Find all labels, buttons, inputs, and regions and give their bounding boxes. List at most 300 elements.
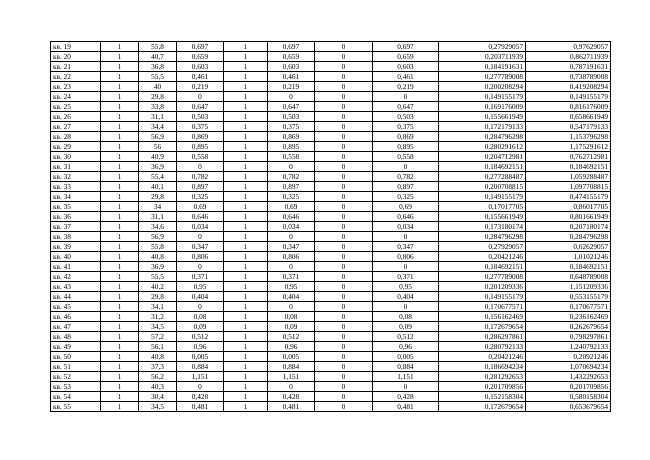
area-cell: 36,9 xyxy=(139,262,177,272)
value-cell: 0,08 xyxy=(268,312,315,322)
factor-cell: 1 xyxy=(224,172,268,182)
zero-cell: 0 xyxy=(315,142,373,152)
table-row xyxy=(51,342,611,352)
value-cell: 0,69 xyxy=(268,202,315,212)
area-cell: 40 xyxy=(139,82,177,92)
value-cell: 0 xyxy=(268,262,315,272)
total-cell: 0,648789008 xyxy=(526,272,611,282)
value-cell: 0,659 xyxy=(268,52,315,62)
table-row xyxy=(51,382,611,392)
apartment-cell: кв. 41 xyxy=(51,262,101,272)
area-cell: 34,5 xyxy=(139,322,177,332)
value-cell: 0,897 xyxy=(268,182,315,192)
apartment-cell: кв. 30 xyxy=(51,152,101,162)
count-cell: 1 xyxy=(101,52,139,62)
value-cell: 0 xyxy=(373,92,439,102)
zero-cell: 0 xyxy=(315,42,373,52)
total-cell: 0,207180174 xyxy=(526,222,611,232)
factor-cell: 1 xyxy=(224,102,268,112)
zero-cell: 0 xyxy=(315,262,373,272)
factor-cell: 1 xyxy=(224,62,268,72)
value-cell: 0 xyxy=(268,232,315,242)
table-row xyxy=(51,162,611,172)
count-cell: 1 xyxy=(101,372,139,382)
zero-cell: 0 xyxy=(315,62,373,72)
table-row xyxy=(51,82,611,92)
zero-cell: 0 xyxy=(315,402,373,412)
total-cell: 0,801661949 xyxy=(526,212,611,222)
zero-cell: 0 xyxy=(315,102,373,112)
apartment-cell: кв. 42 xyxy=(51,272,101,282)
factor-cell: 1 xyxy=(224,382,268,392)
value-cell: 0,347 xyxy=(177,242,224,252)
table-row xyxy=(51,282,611,292)
total-cell: 0,149155179 xyxy=(526,92,611,102)
zero-cell: 0 xyxy=(315,272,373,282)
zero-cell: 0 xyxy=(315,72,373,82)
value-cell: 1,151 xyxy=(373,372,439,382)
share-cell: 0,149155179 xyxy=(439,92,526,102)
zero-cell: 0 xyxy=(315,202,373,212)
value-cell: 0,603 xyxy=(268,62,315,72)
apartment-cell: кв. 25 xyxy=(51,102,101,112)
share-cell: 0,201709856 xyxy=(439,382,526,392)
zero-cell: 0 xyxy=(315,362,373,372)
value-cell: 0,659 xyxy=(373,52,439,62)
factor-cell: 1 xyxy=(224,252,268,262)
share-cell: 0,204712981 xyxy=(439,152,526,162)
table-row xyxy=(51,112,611,122)
data-table xyxy=(50,41,611,412)
value-cell: 0,558 xyxy=(268,152,315,162)
value-cell: 0,895 xyxy=(373,142,439,152)
apartment-cell: кв. 23 xyxy=(51,82,101,92)
value-cell: 0,404 xyxy=(268,292,315,302)
count-cell: 1 xyxy=(101,142,139,152)
value-cell: 0,325 xyxy=(268,192,315,202)
value-cell: 0,884 xyxy=(268,362,315,372)
zero-cell: 0 xyxy=(315,342,373,352)
count-cell: 1 xyxy=(101,262,139,272)
apartment-cell: кв. 51 xyxy=(51,362,101,372)
table-row xyxy=(51,202,611,212)
count-cell: 1 xyxy=(101,292,139,302)
value-cell: 0 xyxy=(373,382,439,392)
count-cell: 1 xyxy=(101,202,139,212)
factor-cell: 1 xyxy=(224,162,268,172)
area-cell: 40,2 xyxy=(139,282,177,292)
table-row xyxy=(51,312,611,322)
apartment-cell: кв. 47 xyxy=(51,322,101,332)
share-cell: 0,149155179 xyxy=(439,292,526,302)
table-row xyxy=(51,72,611,82)
zero-cell: 0 xyxy=(315,122,373,132)
value-cell: 0,481 xyxy=(268,402,315,412)
value-cell: 0,481 xyxy=(177,402,224,412)
count-cell: 1 xyxy=(101,392,139,402)
zero-cell: 0 xyxy=(315,182,373,192)
value-cell: 0,325 xyxy=(373,192,439,202)
total-cell: 0,86017705 xyxy=(526,202,611,212)
zero-cell: 0 xyxy=(315,112,373,122)
table-row xyxy=(51,102,611,112)
table-row xyxy=(51,152,611,162)
apartment-cell: кв. 44 xyxy=(51,292,101,302)
share-cell: 0,17017705 xyxy=(439,202,526,212)
share-cell: 0,155661949 xyxy=(439,112,526,122)
share-cell: 0,170677571 xyxy=(439,302,526,312)
value-cell: 0 xyxy=(177,262,224,272)
apartment-cell: кв. 45 xyxy=(51,302,101,312)
area-cell: 34,5 xyxy=(139,402,177,412)
value-cell: 0,461 xyxy=(373,72,439,82)
value-cell: 0 xyxy=(177,302,224,312)
value-cell: 0 xyxy=(177,162,224,172)
apartment-cell: кв. 49 xyxy=(51,342,101,352)
zero-cell: 0 xyxy=(315,292,373,302)
share-cell: 0,280792133 xyxy=(439,342,526,352)
value-cell: 0,371 xyxy=(373,272,439,282)
area-cell: 34 xyxy=(139,202,177,212)
factor-cell: 1 xyxy=(224,272,268,282)
value-cell: 0,897 xyxy=(373,182,439,192)
area-cell: 55,5 xyxy=(139,72,177,82)
factor-cell: 1 xyxy=(224,152,268,162)
area-cell: 30,4 xyxy=(139,392,177,402)
share-cell: 0,184191631 xyxy=(439,62,526,72)
count-cell: 1 xyxy=(101,242,139,252)
value-cell: 0,08 xyxy=(177,312,224,322)
apartment-cell: кв. 28 xyxy=(51,132,101,142)
value-cell: 0,782 xyxy=(268,172,315,182)
value-cell: 0,005 xyxy=(268,352,315,362)
value-cell: 0,09 xyxy=(268,322,315,332)
count-cell: 1 xyxy=(101,402,139,412)
factor-cell: 1 xyxy=(224,362,268,372)
zero-cell: 0 xyxy=(315,392,373,402)
zero-cell: 0 xyxy=(315,222,373,232)
value-cell: 0,69 xyxy=(373,202,439,212)
apartment-cell: кв. 43 xyxy=(51,282,101,292)
area-cell: 37,3 xyxy=(139,362,177,372)
zero-cell: 0 xyxy=(315,92,373,102)
table-row xyxy=(51,362,611,372)
area-cell: 29,8 xyxy=(139,92,177,102)
value-cell: 0 xyxy=(177,382,224,392)
value-cell: 0,375 xyxy=(177,122,224,132)
area-cell: 34,6 xyxy=(139,222,177,232)
area-cell: 36,8 xyxy=(139,62,177,72)
value-cell: 0,697 xyxy=(373,42,439,52)
apartment-cell: кв. 35 xyxy=(51,202,101,212)
apartment-cell: кв. 20 xyxy=(51,52,101,62)
share-cell: 0,277789008 xyxy=(439,272,526,282)
count-cell: 1 xyxy=(101,152,139,162)
value-cell: 0,219 xyxy=(177,82,224,92)
count-cell: 1 xyxy=(101,132,139,142)
value-cell: 0,09 xyxy=(177,322,224,332)
count-cell: 1 xyxy=(101,232,139,242)
zero-cell: 0 xyxy=(315,192,373,202)
share-cell: 0,27929057 xyxy=(439,42,526,52)
value-cell: 0,512 xyxy=(177,332,224,342)
table-row xyxy=(51,92,611,102)
total-cell: 0,236162469 xyxy=(526,312,611,322)
factor-cell: 1 xyxy=(224,342,268,352)
share-cell: 0,172179133 xyxy=(439,122,526,132)
table-row xyxy=(51,252,611,262)
value-cell: 0,428 xyxy=(268,392,315,402)
value-cell: 0,897 xyxy=(177,182,224,192)
table-row xyxy=(51,352,611,362)
count-cell: 1 xyxy=(101,72,139,82)
count-cell: 1 xyxy=(101,222,139,232)
table-row xyxy=(51,242,611,252)
factor-cell: 1 xyxy=(224,302,268,312)
value-cell: 0,869 xyxy=(373,132,439,142)
total-cell: 0,97629057 xyxy=(526,42,611,52)
table-row xyxy=(51,222,611,232)
total-cell: 0,862711939 xyxy=(526,52,611,62)
count-cell: 1 xyxy=(101,182,139,192)
factor-cell: 1 xyxy=(224,192,268,202)
value-cell: 0,96 xyxy=(177,342,224,352)
share-cell: 0,184692151 xyxy=(439,262,526,272)
area-cell: 55,5 xyxy=(139,272,177,282)
value-cell: 0,96 xyxy=(373,342,439,352)
value-cell: 0,646 xyxy=(373,212,439,222)
apartment-cell: кв. 50 xyxy=(51,352,101,362)
zero-cell: 0 xyxy=(315,322,373,332)
total-cell: 1,059288487 xyxy=(526,172,611,182)
factor-cell: 1 xyxy=(224,222,268,232)
value-cell: 0 xyxy=(373,232,439,242)
table-row xyxy=(51,372,611,382)
share-cell: 0,149155179 xyxy=(439,192,526,202)
table-row xyxy=(51,132,611,142)
value-cell: 0 xyxy=(373,302,439,312)
value-cell: 0,512 xyxy=(268,332,315,342)
zero-cell: 0 xyxy=(315,162,373,172)
area-cell: 31,2 xyxy=(139,312,177,322)
share-cell: 0,277288487 xyxy=(439,172,526,182)
zero-cell: 0 xyxy=(315,232,373,242)
table-row xyxy=(51,332,611,342)
value-cell: 0,603 xyxy=(373,62,439,72)
factor-cell: 1 xyxy=(224,42,268,52)
value-cell: 0,806 xyxy=(268,252,315,262)
zero-cell: 0 xyxy=(315,252,373,262)
value-cell: 0,09 xyxy=(373,322,439,332)
total-cell: 0,170677571 xyxy=(526,302,611,312)
share-cell: 0,280291612 xyxy=(439,142,526,152)
table-row xyxy=(51,232,611,242)
value-cell: 0 xyxy=(268,302,315,312)
share-cell: 0,172679654 xyxy=(439,322,526,332)
apartment-cell: кв. 55 xyxy=(51,402,101,412)
share-cell: 0,169176009 xyxy=(439,102,526,112)
total-cell: 0,653679654 xyxy=(526,402,611,412)
table-row xyxy=(51,302,611,312)
table-row xyxy=(51,322,611,332)
apartment-cell: кв. 38 xyxy=(51,232,101,242)
area-cell: 29,8 xyxy=(139,292,177,302)
area-cell: 57,2 xyxy=(139,332,177,342)
factor-cell: 1 xyxy=(224,392,268,402)
total-cell: 1,153796298 xyxy=(526,132,611,142)
value-cell: 0,647 xyxy=(268,102,315,112)
value-cell: 0,371 xyxy=(177,272,224,282)
apartment-cell: кв. 48 xyxy=(51,332,101,342)
area-cell: 31,1 xyxy=(139,212,177,222)
factor-cell: 1 xyxy=(224,282,268,292)
value-cell: 0,697 xyxy=(177,42,224,52)
count-cell: 1 xyxy=(101,362,139,372)
share-cell: 0,155661949 xyxy=(439,212,526,222)
zero-cell: 0 xyxy=(315,132,373,142)
value-cell: 0,782 xyxy=(177,172,224,182)
share-cell: 0,20421246 xyxy=(439,352,526,362)
area-cell: 56 xyxy=(139,142,177,152)
value-cell: 0,371 xyxy=(268,272,315,282)
total-cell: 0,553155179 xyxy=(526,292,611,302)
share-cell: 0,156162469 xyxy=(439,312,526,322)
factor-cell: 1 xyxy=(224,122,268,132)
table-row xyxy=(51,62,611,72)
value-cell: 0,512 xyxy=(373,332,439,342)
apartment-cell: кв. 39 xyxy=(51,242,101,252)
apartment-cell: кв. 34 xyxy=(51,192,101,202)
value-cell: 0,503 xyxy=(268,112,315,122)
table-row xyxy=(51,142,611,152)
count-cell: 1 xyxy=(101,172,139,182)
total-cell: 1,240792133 xyxy=(526,342,611,352)
value-cell: 0,884 xyxy=(373,362,439,372)
value-cell: 0,481 xyxy=(373,402,439,412)
factor-cell: 1 xyxy=(224,182,268,192)
value-cell: 1,151 xyxy=(177,372,224,382)
zero-cell: 0 xyxy=(315,332,373,342)
share-cell: 0,284796298 xyxy=(439,132,526,142)
zero-cell: 0 xyxy=(315,282,373,292)
area-cell: 36,9 xyxy=(139,162,177,172)
share-cell: 0,286297861 xyxy=(439,332,526,342)
total-cell: 1,175291612 xyxy=(526,142,611,152)
value-cell: 0,95 xyxy=(373,282,439,292)
value-cell: 0,08 xyxy=(373,312,439,322)
factor-cell: 1 xyxy=(224,142,268,152)
apartment-cell: кв. 22 xyxy=(51,72,101,82)
factor-cell: 1 xyxy=(224,322,268,332)
area-cell: 40,3 xyxy=(139,382,177,392)
table-row xyxy=(51,272,611,282)
value-cell: 0 xyxy=(268,162,315,172)
zero-cell: 0 xyxy=(315,372,373,382)
value-cell: 0,503 xyxy=(177,112,224,122)
value-cell: 0,428 xyxy=(177,392,224,402)
value-cell: 0,461 xyxy=(177,72,224,82)
zero-cell: 0 xyxy=(315,352,373,362)
share-cell: 0,152158304 xyxy=(439,392,526,402)
value-cell: 0 xyxy=(177,92,224,102)
value-cell: 0,782 xyxy=(373,172,439,182)
value-cell: 0,325 xyxy=(177,192,224,202)
total-cell: 0,547179133 xyxy=(526,122,611,132)
total-cell: 0,474155179 xyxy=(526,192,611,202)
value-cell: 0,647 xyxy=(177,102,224,112)
area-cell: 55,4 xyxy=(139,172,177,182)
value-cell: 0,375 xyxy=(268,122,315,132)
total-cell: 1,432292653 xyxy=(526,372,611,382)
count-cell: 1 xyxy=(101,332,139,342)
apartment-cell: кв. 53 xyxy=(51,382,101,392)
apartment-cell: кв. 36 xyxy=(51,212,101,222)
count-cell: 1 xyxy=(101,102,139,112)
factor-cell: 1 xyxy=(224,72,268,82)
area-cell: 40,8 xyxy=(139,252,177,262)
value-cell: 0,461 xyxy=(268,72,315,82)
share-cell: 0,184692151 xyxy=(439,162,526,172)
share-cell: 0,277789008 xyxy=(439,72,526,82)
share-cell: 0,173180174 xyxy=(439,222,526,232)
factor-cell: 1 xyxy=(224,212,268,222)
area-cell: 56,9 xyxy=(139,132,177,142)
table-row xyxy=(51,402,611,412)
value-cell: 0,646 xyxy=(268,212,315,222)
table-row xyxy=(51,42,611,52)
area-cell: 40,8 xyxy=(139,352,177,362)
value-cell: 0,869 xyxy=(177,132,224,142)
total-cell: 0,20921246 xyxy=(526,352,611,362)
table-row xyxy=(51,192,611,202)
total-cell: 0,284796298 xyxy=(526,232,611,242)
area-cell: 33,8 xyxy=(139,102,177,112)
value-cell: 0,404 xyxy=(177,292,224,302)
count-cell: 1 xyxy=(101,42,139,52)
count-cell: 1 xyxy=(101,342,139,352)
value-cell: 0,603 xyxy=(177,62,224,72)
table-row xyxy=(51,172,611,182)
value-cell: 0 xyxy=(373,262,439,272)
value-cell: 0,884 xyxy=(177,362,224,372)
table-row xyxy=(51,262,611,272)
total-cell: 0,762712981 xyxy=(526,152,611,162)
apartment-cell: кв. 37 xyxy=(51,222,101,232)
total-cell: 0,62629057 xyxy=(526,242,611,252)
factor-cell: 1 xyxy=(224,132,268,142)
count-cell: 1 xyxy=(101,272,139,282)
zero-cell: 0 xyxy=(315,82,373,92)
count-cell: 1 xyxy=(101,322,139,332)
value-cell: 0 xyxy=(373,162,439,172)
value-cell: 0,034 xyxy=(268,222,315,232)
apartment-cell: кв. 52 xyxy=(51,372,101,382)
value-cell: 0,806 xyxy=(177,252,224,262)
count-cell: 1 xyxy=(101,252,139,262)
factor-cell: 1 xyxy=(224,352,268,362)
zero-cell: 0 xyxy=(315,152,373,162)
table-row xyxy=(51,122,611,132)
table-row xyxy=(51,182,611,192)
value-cell: 0,347 xyxy=(373,242,439,252)
apartment-cell: кв. 19 xyxy=(51,42,101,52)
apartment-cell: кв. 27 xyxy=(51,122,101,132)
value-cell: 0,219 xyxy=(373,82,439,92)
value-cell: 0,219 xyxy=(268,82,315,92)
value-cell: 1,151 xyxy=(268,372,315,382)
value-cell: 0,404 xyxy=(373,292,439,302)
factor-cell: 1 xyxy=(224,92,268,102)
